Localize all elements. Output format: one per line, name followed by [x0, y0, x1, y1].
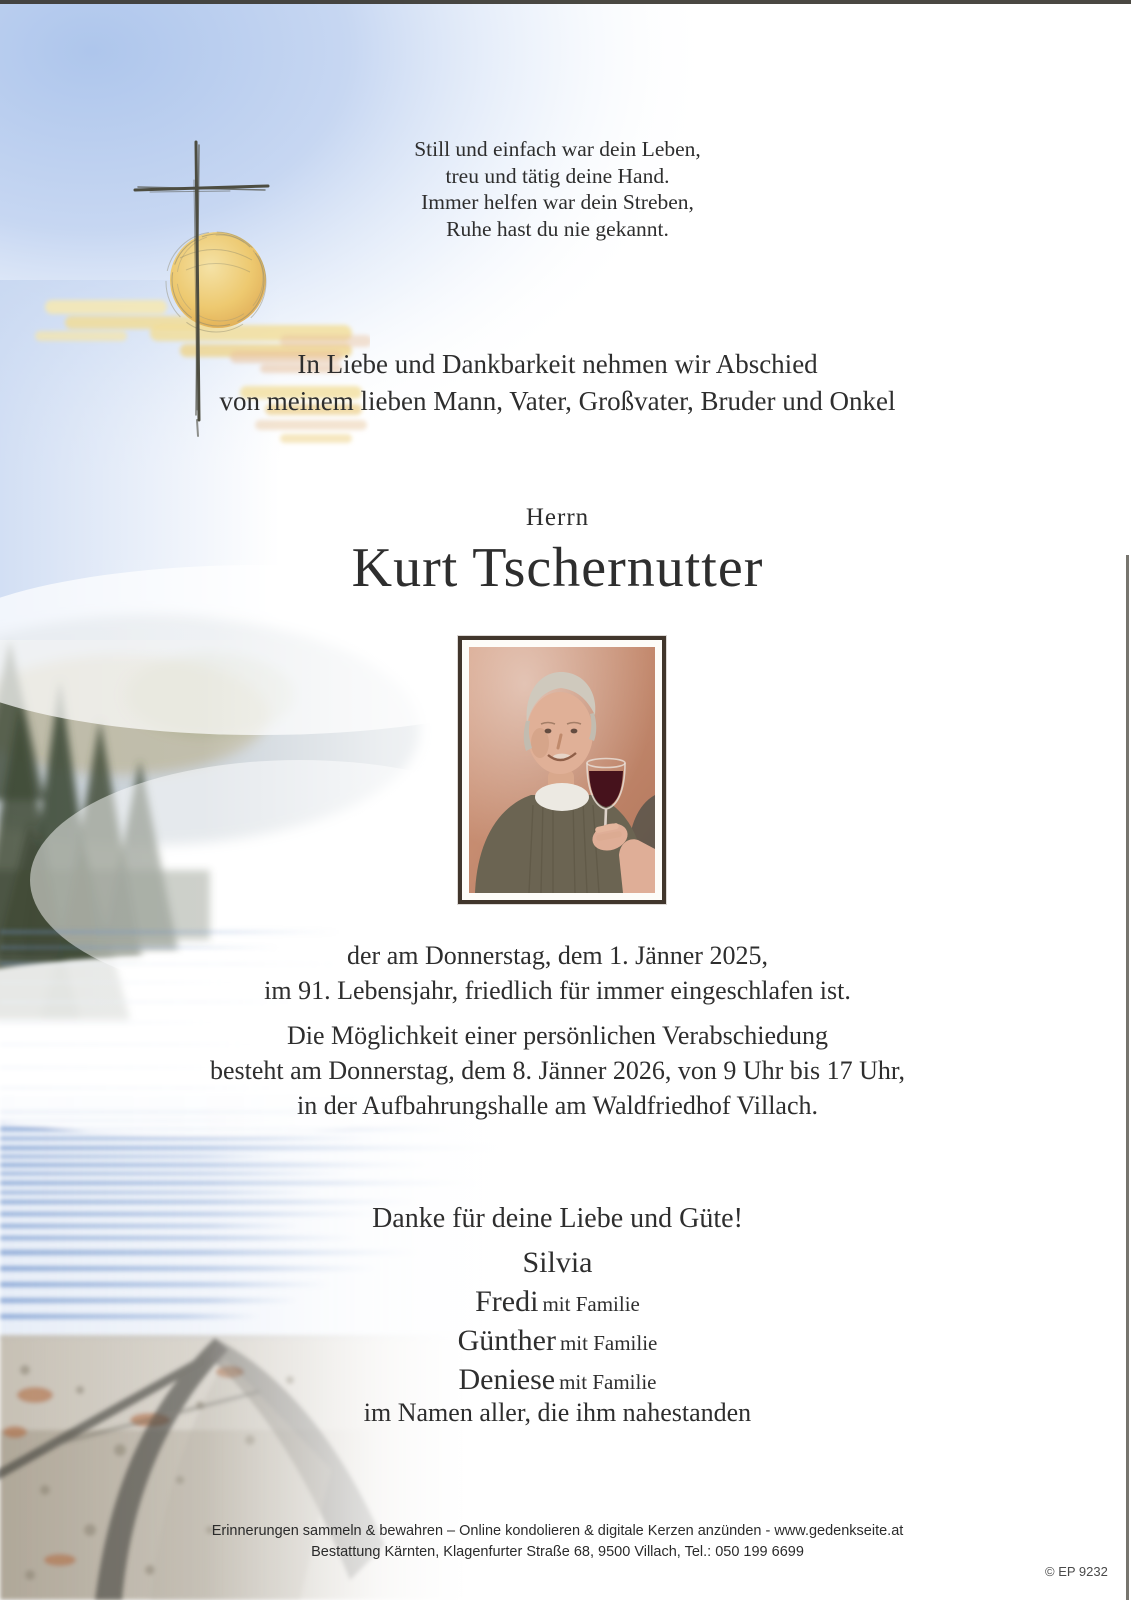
portrait-photo-frame [458, 636, 666, 904]
death-notice-line: im 91. Lebensjahr, friedlich für immer eingeschlafen ist. [264, 976, 851, 1005]
poem-line: Ruhe hast du nie gekannt. [446, 216, 669, 241]
turtleneck [535, 783, 589, 811]
footer-line-1: Erinnerungen sammeln & bewahren – Online kondolieren & digitale Kerzen anzünden - www.gedenkseite.at [211, 1523, 904, 1539]
footer [0, 1521, 1123, 1563]
intro-line: von meinem lieben Mann, Vater, Großvater, Bruder und Onkel [219, 386, 896, 416]
mourner-suffix: mit Familie [542, 1292, 640, 1316]
poem [0, 136, 1123, 242]
poem-line: treu und tätig deine Hand. [445, 163, 670, 188]
mourner-name: Günther [457, 1324, 556, 1357]
scan-edge-right [1126, 555, 1129, 1600]
footer-line-2: Bestattung Kärnten, Klagenfurter Straße 68, 9500 Villach, Tel.: 050 199 6699 [311, 1544, 804, 1560]
mourner-name: Silvia [522, 1246, 593, 1279]
farewell-intro [0, 346, 1123, 420]
poem-line: Immer helfen war dein Streben, [421, 190, 694, 214]
salutation: Herrn [525, 504, 590, 531]
mourner-row [0, 1363, 1123, 1402]
mourners-list [0, 1246, 1123, 1402]
closing-line: im Namen aller, die ihm nahestanden [363, 1398, 752, 1427]
farewell-line: besteht am Donnerstag, dem 8. Jänner 2026, von 9 Uhr bis 17 Uhr, [209, 1056, 906, 1085]
death-notice [0, 938, 1123, 1008]
farewell-line: Die Möglichkeit einer persönlichen Verabschiedung [286, 1021, 829, 1050]
mourner-suffix: mit Familie [559, 1331, 658, 1355]
deceased-name: Kurt Tschernutter [351, 537, 764, 599]
mourner-suffix: mit Familie [559, 1370, 657, 1394]
portrait-photo [469, 647, 655, 893]
mourner-name: Deniese [458, 1363, 556, 1396]
death-notice-line: der am Donnerstag, dem 1. Jänner 2025, [347, 941, 768, 970]
mourner-row [0, 1324, 1123, 1363]
farewell-notice [0, 1018, 1123, 1123]
print-code: © EP 9232 [1045, 1564, 1108, 1579]
mourner-name: Fredi [475, 1285, 539, 1318]
mourner-row [0, 1285, 1123, 1324]
poem-line: Still und einfach war dein Leben, [414, 137, 701, 161]
scan-edge-top [0, 0, 1131, 4]
mourner-row [0, 1246, 1123, 1285]
thanks-line: Danke für deine Liebe und Güte! [372, 1203, 743, 1234]
intro-line: In Liebe und Dankbarkeit nehmen wir Abschied [297, 349, 818, 379]
farewell-line: in der Aufbahrungshalle am Waldfriedhof Villach. [296, 1091, 818, 1120]
